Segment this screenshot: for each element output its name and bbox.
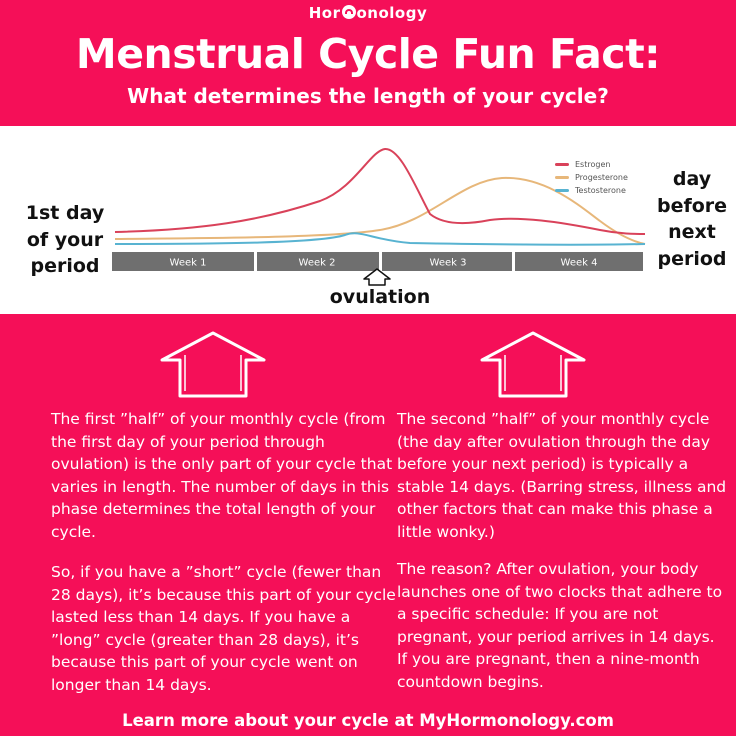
week-label-3: Week 3	[429, 257, 467, 269]
week-label-4: Week 4	[560, 257, 598, 269]
brand-logo	[0, 4, 736, 22]
ovulation-arrow-icon	[364, 269, 390, 285]
legend-label: Progesterone	[575, 173, 628, 182]
legend-swatch	[555, 176, 569, 179]
day-before-line: before	[656, 194, 728, 217]
right-up-arrow-icon	[478, 330, 588, 400]
day-before-label	[654, 166, 730, 272]
first-day-label	[20, 200, 110, 280]
day-before-line: day	[672, 168, 712, 190]
cycle-chart-panel	[0, 126, 736, 314]
legend-item-estrogen	[555, 158, 628, 171]
first-half-paragraph: The first ”half” of your monthly cycle (from the first day of your period through ovulation) is the only part of your cycle that varies in length. The number of days in this phase determines the total length of your cycle.	[51, 410, 393, 541]
day-before-line: next	[668, 221, 716, 243]
legend-item-testosterone	[555, 184, 628, 197]
page-subtitle: What determines the length of your cycle?	[127, 84, 609, 108]
week-label-1: Week 1	[169, 257, 207, 269]
legend-label: Testosterone	[575, 186, 626, 195]
week-label-2: Week 2	[298, 257, 336, 269]
footer-link-text[interactable]: Learn more about your cycle at MyHormonology.com	[122, 711, 614, 730]
brand-circle-icon	[342, 5, 356, 19]
legend-swatch	[555, 163, 569, 166]
second-half-paragraph: The second ”half” of your monthly cycle (the day after ovulation through the day before your next period) is typically a stable 14 days. (Barring stress, illness and other factors that can make this phase a little wonky.)	[397, 410, 727, 541]
short-long-cycle-paragraph: So, if you have a ”short” cycle (fewer than 28 days), it’s because this part of your cycle lasted less than 14 days. If you have a ”long” cycle (greater than 28 days), it’s because this part of your cycle went on longer than 14 days.	[51, 563, 396, 694]
first-day-line: of your	[26, 228, 104, 251]
left-up-arrow-icon	[158, 330, 268, 400]
legend-item-progesterone	[555, 171, 628, 184]
day-before-line: period	[657, 247, 727, 270]
first-day-line: 1st day	[25, 202, 105, 224]
page-title: Menstrual Cycle Fun Fact:	[75, 30, 661, 78]
legend-swatch	[555, 189, 569, 192]
legend-label: Estrogen	[575, 160, 611, 169]
first-day-line: period	[30, 255, 100, 277]
brand-text-start: Hor	[308, 4, 341, 22]
reason-paragraph: The reason? After ovulation, your body launches one of two clocks that adhere to a specific schedule: If you are not pregnant, your period arrives in 14 days. If you are pregnant, then a nine-month countdown begins.	[397, 560, 723, 691]
ovulation-label: ovulation	[329, 286, 431, 308]
chart-legend	[555, 158, 628, 197]
brand-text-end: onology	[356, 4, 428, 22]
